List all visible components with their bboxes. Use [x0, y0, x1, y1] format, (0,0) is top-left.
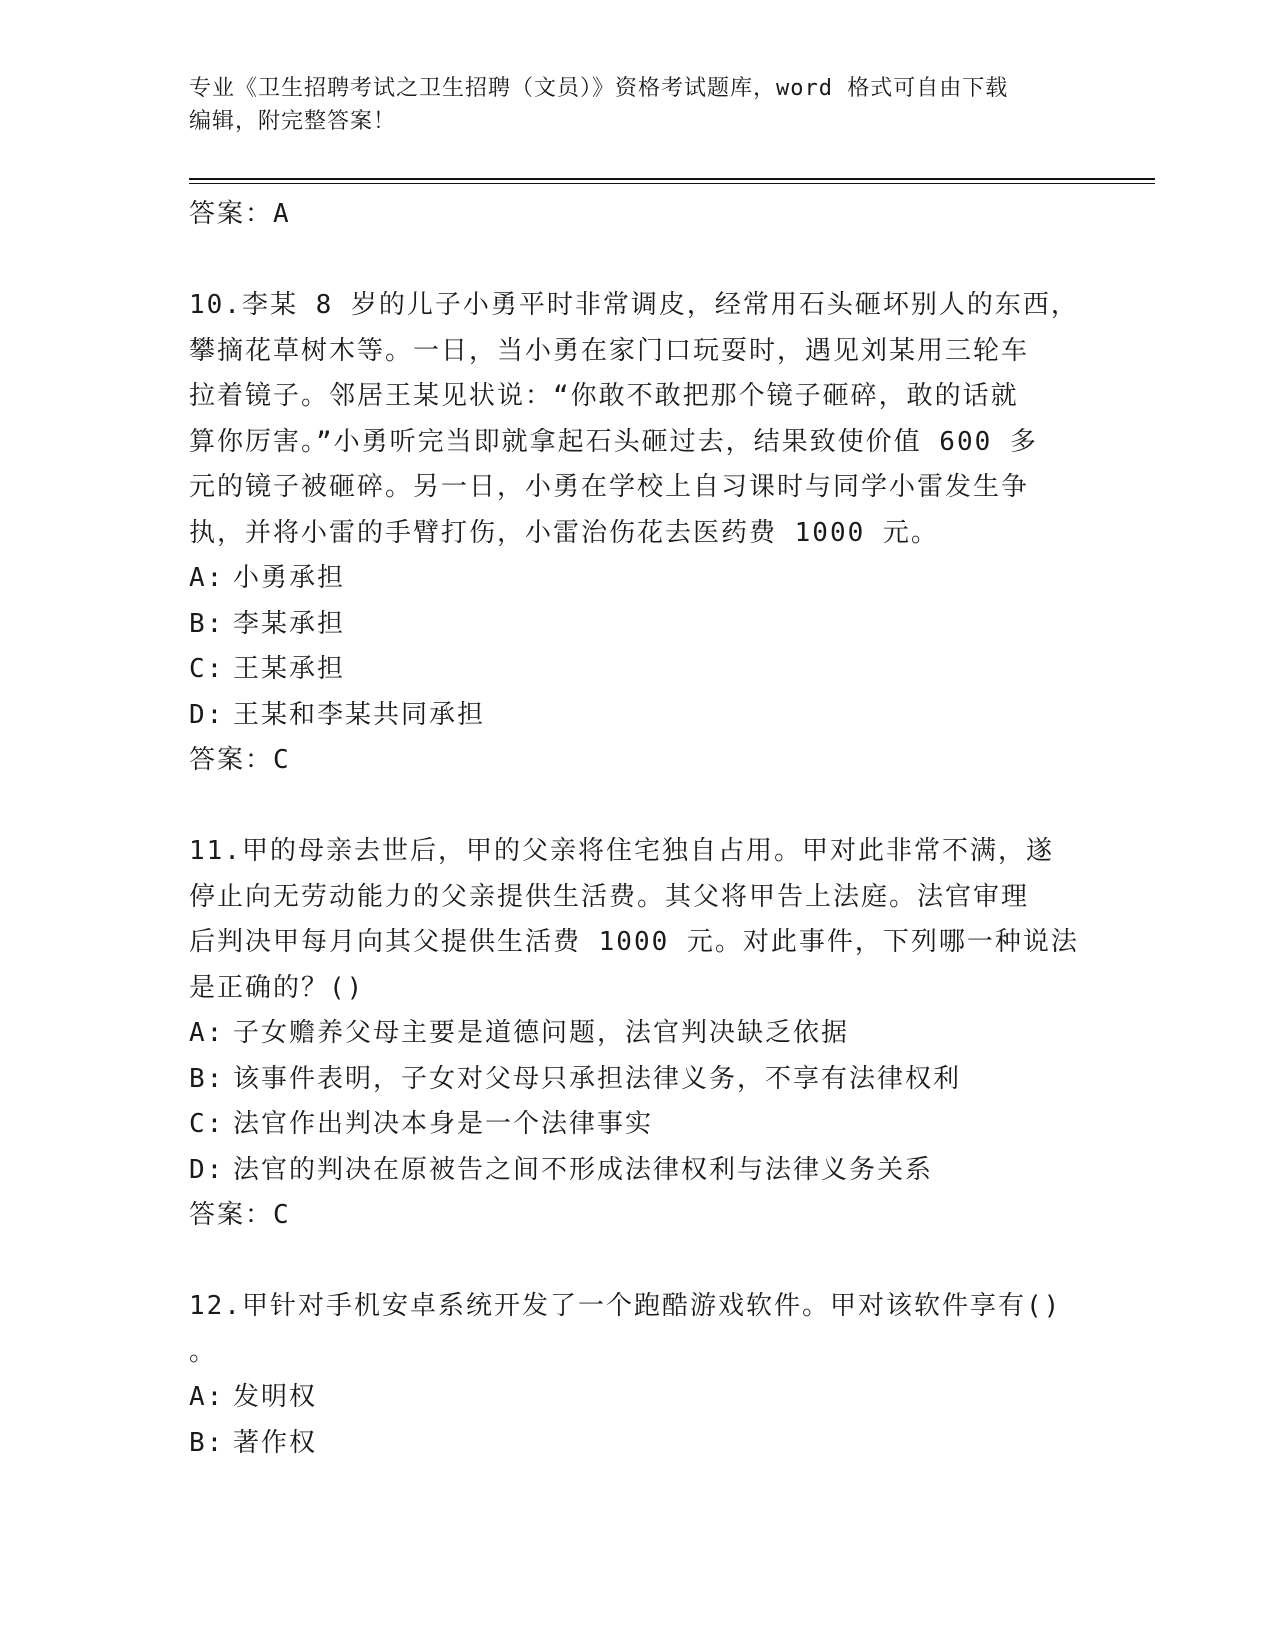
option-text: 该事件表明，子女对父母只承担法律义务，不享有法律权利: [233, 1063, 962, 1094]
question-line: 拉着镜子。邻居王某见状说：“你敢不敢把那个镜子砸碎，敢的话就: [189, 381, 1019, 411]
question-line: 攀摘花草树木等。一日，当小勇在家门口玩耍时，遇见刘某用三轮车: [189, 335, 1030, 366]
option-d: [189, 1148, 1089, 1194]
option-letter: C:: [189, 1109, 225, 1139]
option-text: 李某承担: [233, 608, 346, 639]
document-body: [189, 192, 1089, 1466]
option-letter: C:: [189, 654, 225, 684]
option-letter: A:: [189, 1018, 225, 1048]
option-letter: B:: [189, 1063, 225, 1094]
option-c: [189, 647, 1089, 693]
option-text: 王某和李某共同承担: [233, 699, 486, 730]
option-text: 小勇承担: [233, 563, 346, 593]
question-line: 元的镜子被砸碎。另一日，小勇在学校上自习课时与同学小雷发生争: [189, 472, 1030, 502]
option-b: [189, 1421, 1089, 1467]
document-header: [189, 72, 1069, 138]
answer-label: 答案：: [189, 1200, 274, 1230]
question-line: 停止向无劳动能力的父亲提供生活费。其父将甲告上法庭。法官审理: [189, 881, 1030, 912]
question-block: [189, 829, 1089, 1239]
question-line: 算你厉害。”小勇听完当即就拿起石头砸过去，结果致使价值 600 多: [189, 426, 1038, 457]
question-line: 11.甲的母亲去世后，甲的父亲将住宅独自占用。甲对此非常不满，遂: [189, 836, 1054, 866]
question-line: 10.李某 8 岁的儿子小勇平时非常调皮，经常用石头砸坏别人的东西，: [189, 290, 1079, 320]
option-letter: D:: [189, 1154, 225, 1185]
option-text: 发明权: [233, 1382, 318, 1412]
question-line: 12.甲针对手机安卓系统开发了一个跑酷游戏软件。甲对该软件享有(): [189, 1291, 1062, 1321]
option-b: [189, 1057, 1089, 1103]
option-text: 法官的判决在原被告之间不形成法律权利与法律义务关系: [233, 1154, 934, 1185]
option-d: [189, 693, 1089, 739]
question-line: 后判决甲每月向其父提供生活费 1000 元。对此事件，下列哪一种说法: [189, 927, 1079, 957]
option-a: [189, 1375, 1089, 1421]
option-text: 法官作出判决本身是一个法律事实: [233, 1109, 654, 1139]
option-a: [189, 556, 1089, 602]
option-text: 子女赡养父母主要是道德问题，法官判决缺乏依据: [233, 1018, 850, 1048]
answer-value: C: [273, 1200, 291, 1230]
question-block: [189, 1284, 1089, 1466]
answer-value: C: [273, 745, 291, 775]
header-line-2: 编辑，附完整答案！: [189, 109, 397, 134]
option-text: 王某承担: [233, 654, 346, 684]
option-c: [189, 1102, 1089, 1148]
question-line: 是正确的？(): [189, 972, 365, 1003]
question-line: 执，并将小雷的手臂打伤，小雷治伤花去医药费 1000 元。: [189, 517, 939, 548]
question-block: [189, 283, 1089, 784]
answer-label: 答案：: [189, 745, 274, 775]
answer-label: 答案：: [189, 199, 274, 229]
header-line-1: 专业《卫生招聘考试之卫生招聘（文员）》资格考试题库，word 格式可自由下载: [189, 76, 1009, 101]
option-letter: D:: [189, 699, 225, 730]
question-line: 。: [189, 1336, 218, 1367]
option-a: [189, 1011, 1089, 1057]
option-letter: B:: [189, 608, 225, 639]
option-letter: A:: [189, 563, 225, 593]
answer-line: [189, 1193, 1089, 1239]
header-divider-thin: [189, 183, 1155, 184]
option-text: 著作权: [233, 1427, 318, 1458]
option-letter: B:: [189, 1427, 225, 1458]
header-divider-thick: [189, 178, 1155, 180]
answer-value: A: [273, 199, 291, 229]
option-b: [189, 602, 1089, 648]
option-letter: A:: [189, 1382, 225, 1412]
answer-line: [189, 192, 1089, 238]
answer-line: [189, 738, 1089, 784]
